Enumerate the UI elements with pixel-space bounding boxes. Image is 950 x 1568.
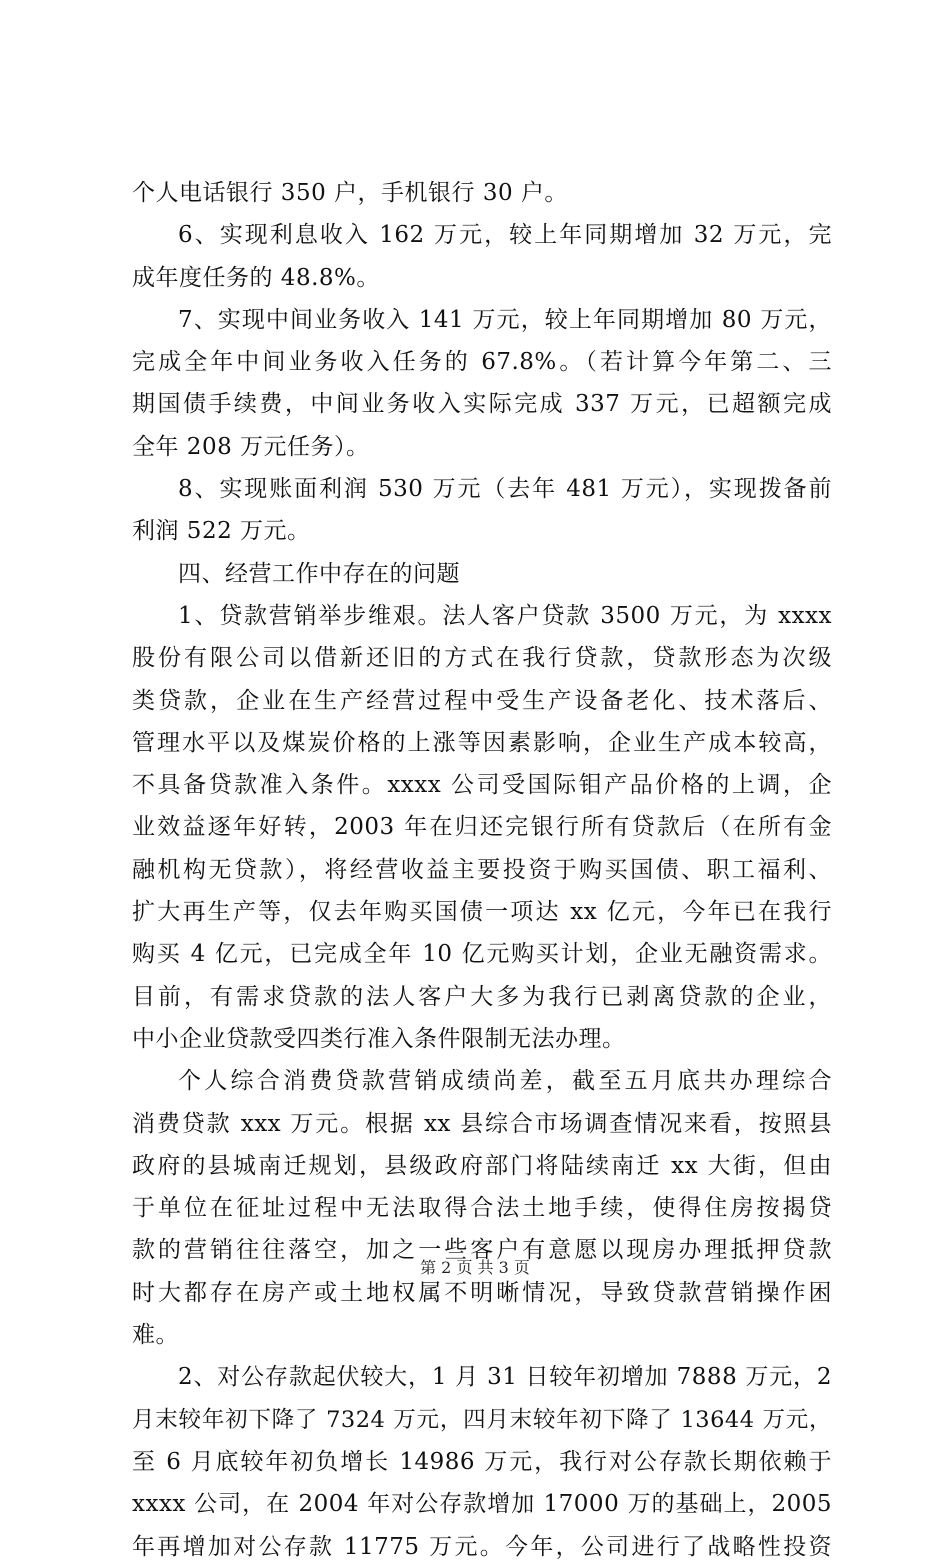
text-line: 期国债手续费，中间业务收入实际完成 337 万元，已超额完成 (132, 391, 832, 418)
text-line: 7、实现中间业务收入 141 万元，较上年同期增加 80 万元， (178, 306, 832, 333)
text-line: 类贷款，企业在生产经营过程中受生产设备老化、技术落后、 (132, 687, 832, 714)
text-line: 款的营销往往落空，加之一些客户有意愿以现房办理抵押贷款 (132, 1237, 832, 1264)
text-line: 完成全年中间业务收入任务的 67.8%。（若计算今年第二、三 (132, 349, 832, 376)
text-line: 成年度任务的 48.8%。 (132, 264, 380, 291)
text-line: 股份有限公司以借新还旧的方式在我行贷款，贷款形态为次级 (132, 645, 832, 672)
text-line: 中小企业贷款受四类行准入条件限制无法办理。 (132, 1025, 626, 1052)
text-line: 难。 (132, 1322, 179, 1349)
page-footer: 第 2 页 共 3 页 (420, 1258, 530, 1277)
text-line: 目前，有需求贷款的法人客户大多为我行已剥离贷款的企业， (132, 983, 832, 1010)
text-line: 时大都存在房产或土地权属不明晰情况，导致贷款营销操作困 (132, 1279, 832, 1306)
document-body (132, 172, 832, 1568)
text-line: 融机构无贷款），将经营收益主要投资于购买国债、职工福利、 (132, 856, 832, 883)
text-line: 至 6 月底较年初负增长 14986 万元，我行对公存款长期依赖于 (132, 1448, 832, 1475)
text-line: 全年 208 万元任务）。 (132, 433, 370, 460)
text-line: 管理水平以及煤炭价格的上涨等因素影响，企业生产成本较高， (132, 729, 832, 756)
text-line: 利润 522 万元。 (132, 518, 311, 545)
text-line: 1、贷款营销举步维艰。法人客户贷款 3500 万元，为 xxxx (178, 602, 832, 629)
text-line: 消费贷款 xxx 万元。根据 xx 县综合市场调查情况来看，按照县 (132, 1110, 832, 1137)
text-line: 8、实现账面利润 530 万元（去年 481 万元），实现拨备前 (178, 476, 832, 503)
text-line: 政府的县城南迁规划，县级政府部门将陆续南迁 xx 大街，但由 (132, 1152, 832, 1179)
text-line: 月末较年初下降了 7324 万元，四月末较年初下降了 13644 万元， (132, 1406, 832, 1433)
text-line: xxxx 公司，在 2004 年对公存款增加 17000 万的基础上，2005 (132, 1491, 832, 1518)
text-line: 业效益逐年好转，2003 年在归还完银行所有贷款后（在所有金 (132, 814, 832, 841)
text-line: 个人电话银行 350 户，手机银行 30 户。 (132, 180, 568, 206)
text-line: 四、经营工作中存在的问题 (178, 560, 460, 587)
text-line: 个人综合消费贷款营销成绩尚差，截至五月底共办理综合 (178, 1068, 832, 1095)
text-line: 年再增加对公存款 11775 万元。今年，公司进行了战略性投资 (132, 1533, 832, 1560)
text-line: 2、对公存款起伏较大，1 月 31 日较年初增加 7888 万元，2 (178, 1364, 832, 1391)
text-line: 扩大再生产等，仅去年购买国债一项达 xx 亿元，今年已在我行 (132, 899, 832, 926)
text-line: 购买 4 亿元，已完成全年 10 亿元购买计划，企业无融资需求。 (132, 941, 832, 968)
text-line: 6、实现利息收入 162 万元，较上年同期增加 32 万元，完 (178, 222, 832, 249)
text-line: 不具备贷款准入条件。xxxx 公司受国际钼产品价格的上调，企 (132, 772, 832, 799)
text-line: 于单位在征址过程中无法取得合法土地手续，使得住房按揭贷 (132, 1195, 832, 1222)
